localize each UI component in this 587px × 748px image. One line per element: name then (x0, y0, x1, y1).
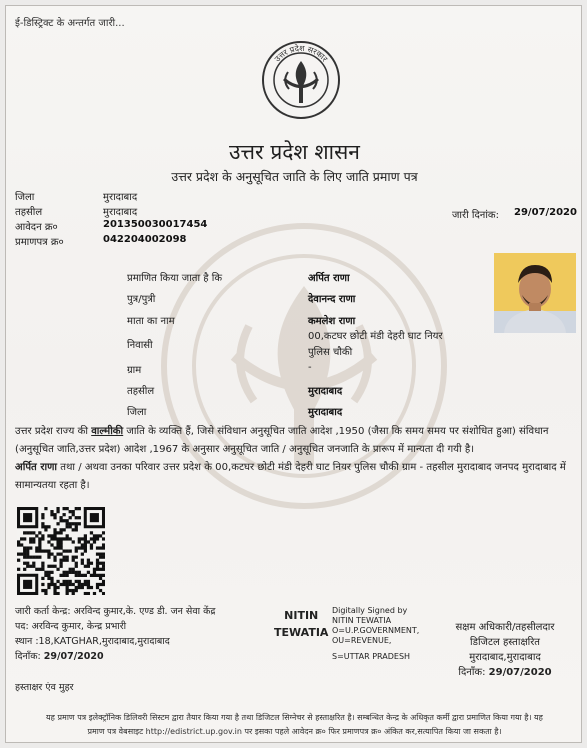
district-value: मुरादाबाद (103, 192, 138, 203)
ds-line4: OU=REVENUE, (332, 636, 392, 645)
body-p2-name: अर्पित राणा (15, 462, 57, 473)
issuer-date-label: दिनाँक: (15, 651, 41, 662)
body-p1-start: उत्तर प्रदेश राज्य की (15, 426, 92, 437)
officer-sign: डिजिटल हस्ताक्षरित (470, 637, 540, 648)
ds-line2: NITIN TEWATIA (332, 616, 392, 625)
tehsil-value: मुरादाबाद (103, 207, 138, 218)
officer-place: मुरादाबाद,मुरादाबाद (469, 652, 541, 663)
certificate-page (5, 5, 582, 743)
resident-label: निवासी (127, 340, 153, 351)
district-label: जिला (15, 192, 35, 203)
body-p2-rest: तथा / अथवा उनका परिवार उत्तर प्रदेश के 00,कटघर छोटी मंडी देहरी घाट नियर पुलिस चौकी ग्राम - तहसील मुरादाबाद जनपद मुरादाबाद में सामान्यतया रहता है। (15, 462, 566, 491)
applicant-photo (494, 253, 576, 333)
issuer-post: पद: अरविन्द कुमार, केन्द्र प्रभारी (15, 621, 127, 632)
officer-title: सक्षम अधिकारी/तहसीलदार (455, 622, 555, 633)
mother-label: माता का नाम (127, 316, 175, 327)
signer-name-line2: TEWATIA (274, 626, 329, 639)
issuer-place: स्थान :18,KATGHAR,मुरादाबाद,मुरादाबाद (15, 636, 170, 647)
father-label: पुत्र/पुत्री (127, 294, 156, 305)
up-government-emblem-icon (260, 39, 342, 121)
digital-signature-details (332, 606, 419, 662)
issuer-date (15, 650, 104, 664)
ds-line1: Digitally Signed by (332, 606, 408, 615)
village-value: - (308, 362, 312, 373)
officer-block (440, 620, 570, 680)
father-name: देवानन्द राणा (308, 294, 356, 305)
certificate-number-label: प्रमाणपत्र क्र० (15, 237, 64, 248)
person-photo-icon (494, 253, 576, 333)
officer-date (440, 665, 570, 680)
resident-address-line1: 00,कटघर छोटी मंडी देहरी घाट नियर (308, 331, 443, 342)
mother-name: कमलेश राणा (308, 316, 356, 327)
officer-date-value: 29/07/2020 (488, 667, 552, 678)
header-note: ई-डिस्ट्रिक्ट के अन्तर्गत जारी... (15, 18, 125, 29)
ds-line3: O=U.P.GOVERNMENT, (332, 626, 420, 635)
application-number: 201350030017454 (103, 219, 208, 230)
detail-tehsil-value: मुरादाबाद (308, 386, 343, 397)
certificate-body (15, 423, 580, 495)
certificate-subtitle: उत्तर प्रदेश के अनुसूचित जाति के लिए जाति प्रमाण पत्र (171, 169, 418, 184)
certificate-title: उत्तर प्रदेश शासन (229, 140, 360, 164)
footer-line1: यह प्रमाण पत्र इलेक्ट्रॉनिक डिलिवरी सिस्टम द्वारा तैयार किया गया है तथा डिजिटल सिग्नेचर से हस्ताक्षरित है। सम्बन्धित केन्द्र के अधिकृत कर्मी द्वारा प्रमाणित किया गया है। यह (46, 713, 543, 722)
sign-stamp-label: हस्ताक्षर एंव मुहर (15, 682, 74, 693)
tehsil-label: तहसील (15, 207, 43, 218)
digital-signer-name (274, 607, 328, 641)
certificate-number: 042204002098 (103, 234, 187, 245)
issuer-center: जारी कर्ता केन्द्र: अरविन्द कुमार,के. एण्ड डी. जन सेवा केंद्र (15, 606, 216, 617)
resident-address-line2: पुलिस चौकी (308, 347, 353, 358)
emblem-text: उत्तर प्रदेश सरकार (272, 43, 330, 64)
caste-name: वाल्मीकी (91, 426, 124, 437)
issue-date-label: जारी दिनांक: (452, 210, 499, 221)
qr-code-icon (17, 507, 105, 595)
officer-date-label: दिनाँक: (458, 667, 486, 678)
issue-date: 29/07/2020 (514, 207, 577, 218)
application-label: आवेदन क्र० (15, 222, 58, 233)
footer-line2: प्रमाण पत्र वेबसाइट http://edistrict.up.gov.in पर इसका पहले आवेदन क्र० फिर प्रमाणपत्र क्र० अंकित कर,सत्यापित किया जा सकता है। (87, 727, 502, 736)
detail-tehsil-label: तहसील (127, 386, 155, 397)
body-p1-rest: जाति के व्यक्ति हैं, जिसे संविधान अनुसूचित जाति आदेश ,1950 (जैसा कि समय समय पर संशोधित हुआ) संविधान (अनुसूचित जाति,उत्तर प्रदेश) आदेश ,1967 के अनुसार अनुसूचित जाति / अनुसूचित जनजाति के प्रारूप में मान्यता दी गयी है। (15, 426, 549, 455)
village-label: ग्राम (127, 365, 142, 376)
detail-district-value: मुरादाबाद (308, 407, 343, 418)
applicant-name: अर्पित राणा (308, 273, 350, 284)
certified-label: प्रमाणित किया जाता है कि (127, 273, 223, 284)
issuer-date-value: 29/07/2020 (43, 651, 104, 662)
detail-district-label: जिला (127, 407, 147, 418)
footer-note (6, 711, 582, 739)
ds-line5: S=UTTAR PRADESH (332, 652, 411, 661)
signer-name-line1: NITIN (284, 609, 319, 622)
